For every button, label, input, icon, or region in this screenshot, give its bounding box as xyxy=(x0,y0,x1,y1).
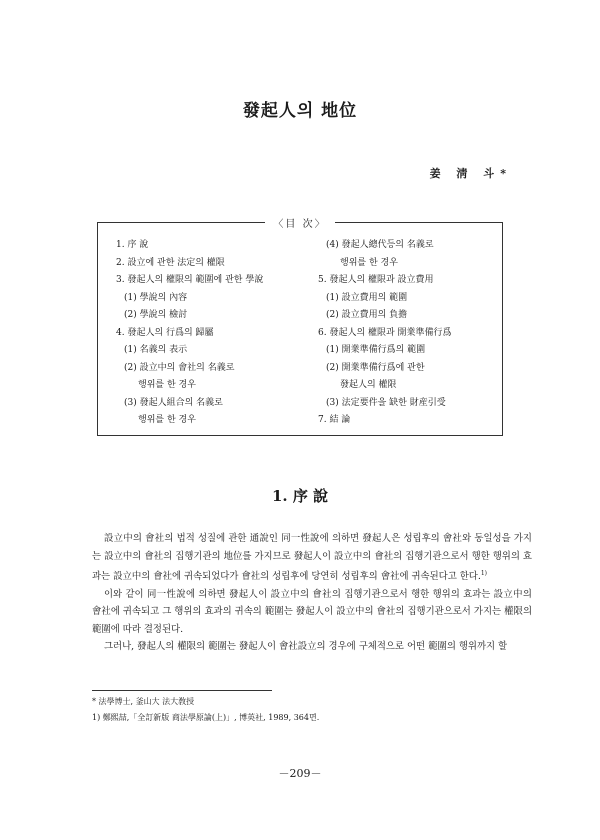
toc-item: 4. 發起人의 行爲의 歸屬 xyxy=(116,327,214,338)
author-name: 姜 淸 斗* xyxy=(429,167,512,180)
toc-item: 7. 結 論 xyxy=(318,415,351,425)
paragraph-text: 設立中의 會社의 법적 성질에 관한 通說인 同一性說에 의하면 發起人은 성립후의 會社와 동일성을 가지는 設立中의 會社의 집행기관의 地位를 가지므로 發起人이 設立中의 會社의 집행기관으로서 행한 행위의 효과는 設立中의 會社에 귀속되었다가 會社의 성립후에 당연히 성립후의 會社에 귀속된다고 한다. xyxy=(92,533,532,583)
toc-item: (1) 名義의 表示 xyxy=(124,345,188,355)
toc-item: (4) 發起人總代등의 名義로 xyxy=(326,240,434,250)
footnotes xyxy=(92,694,319,726)
toc-item: (2) 學說의 檢討 xyxy=(124,310,188,320)
toc-right-column xyxy=(318,237,498,430)
footnote-marker: 1) xyxy=(480,570,488,577)
toc-item: (1) 開業準備行爲의 範圍 xyxy=(326,345,426,355)
toc-item: 행위를 한 경우 xyxy=(138,380,196,390)
section-heading: 1. 序 說 xyxy=(271,487,329,505)
paragraph-text: 이와 같이 同一性說에 의하면 發起人이 設立中의 會社의 집행기관으로서 행한 행위의 효과는 設立中의 會社에 귀속되고 그 행위의 효과의 귀속의 範圍는 發起人이 設立中의 會社의 집행기관으로서 가지는 權限의 範圍에 따라 결정된다. xyxy=(92,588,532,635)
paper-title: 發起人의 地位 xyxy=(242,101,358,121)
toc-item: (3) 法定要件을 缺한 財産引受 xyxy=(326,397,446,408)
toc-header-label: 〈目 次〉 xyxy=(265,219,334,230)
paragraph xyxy=(92,586,532,639)
toc-item: (1) 設立費用의 範圍 xyxy=(326,292,408,303)
page-number: －209－ xyxy=(278,767,322,780)
footnote: 1) 鄭熙喆,「全訂新版 商法學原論(上)」, 博英社, 1989, 364면. xyxy=(92,713,320,722)
toc-item: 2. 設立에 관한 法定의 權限 xyxy=(116,257,225,268)
toc-item: (2) 設立費用의 負擔 xyxy=(326,310,408,320)
body-text xyxy=(92,530,532,656)
toc-item: (1) 學說의 內容 xyxy=(124,292,188,303)
toc-item: (2) 開業準備行爲에 관한 xyxy=(326,362,425,373)
toc-left-column xyxy=(116,237,306,430)
table-of-contents xyxy=(97,219,503,436)
toc-item: 1. 序 說 xyxy=(116,240,149,250)
toc-item: 5. 發起人의 權限과 設立費用 xyxy=(318,275,434,285)
footnote: * 法學博士, 釜山大 法大敎授 xyxy=(92,697,195,706)
paragraph xyxy=(92,530,532,586)
toc-item: 행위를 한 경우 xyxy=(138,415,196,425)
toc-item: (2) 設立中의 會社의 名義로 xyxy=(124,362,235,373)
paragraph-text: 그러나, 發起人의 權限의 範圍는 發起人이 會社設立의 경우에 구체적으로 어떤 範圍의 행위까지 할 xyxy=(104,641,508,653)
toc-item: 3. 發起人의 權限의 範圍에 관한 學說 xyxy=(116,275,264,285)
toc-item: 행위를 한 경우 xyxy=(340,257,398,268)
paragraph xyxy=(92,638,532,656)
footnote-divider xyxy=(92,690,272,691)
toc-item: 6. 發起人의 權限과 開業準備行爲 xyxy=(318,327,452,338)
toc-item: (3) 發起人組合의 名義로 xyxy=(124,397,223,408)
toc-header xyxy=(98,215,502,230)
toc-item: 發起人의 權限 xyxy=(340,380,397,390)
